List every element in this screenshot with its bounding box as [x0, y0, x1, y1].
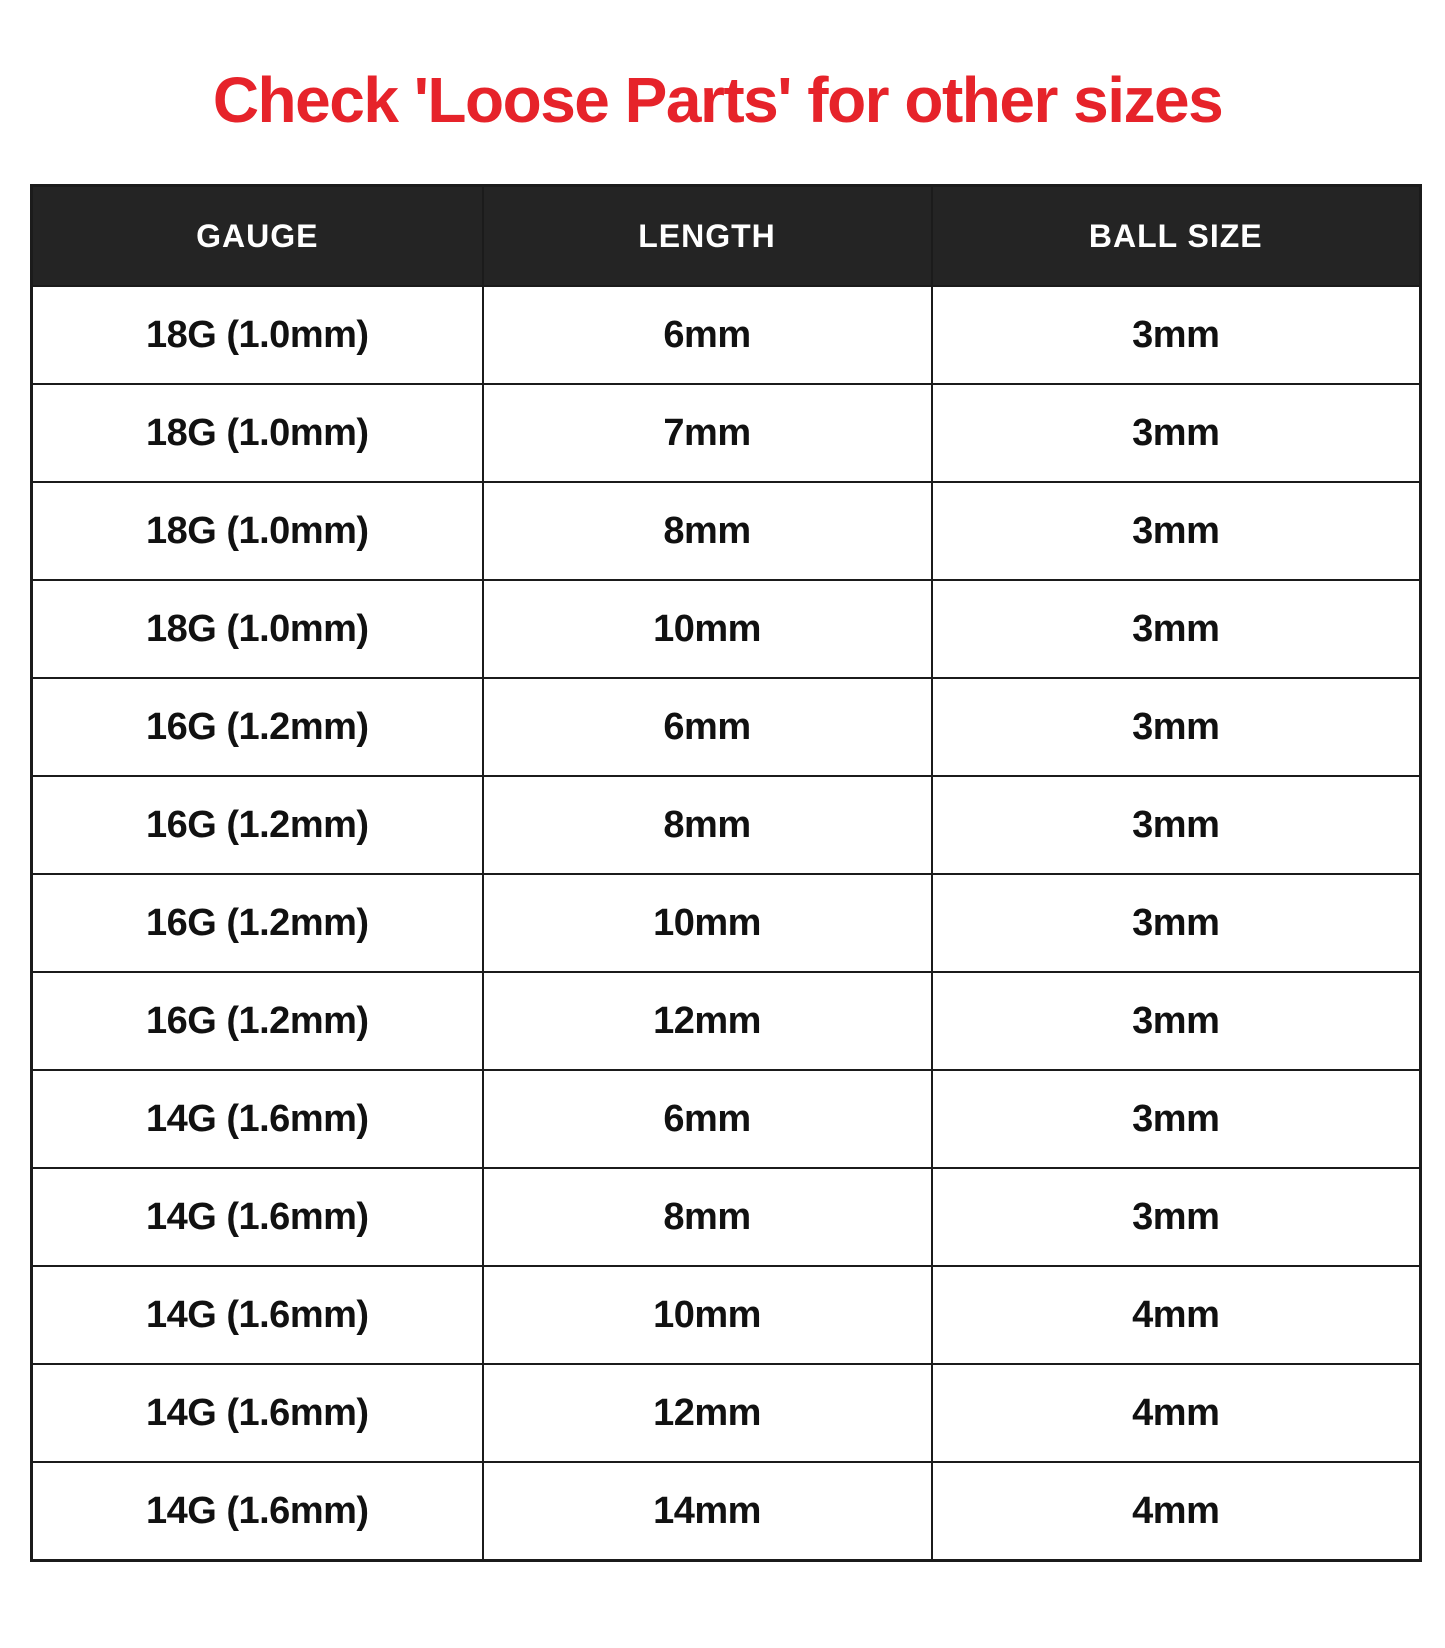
cell-ball-size: 3mm	[932, 776, 1421, 874]
cell-length: 10mm	[483, 580, 932, 678]
cell-ball-size: 3mm	[932, 874, 1421, 972]
table-row	[32, 972, 1421, 1070]
column-header-length: LENGTH	[483, 186, 932, 287]
cell-length: 6mm	[483, 678, 932, 776]
table-row	[32, 1070, 1421, 1168]
cell-gauge: 18G (1.0mm)	[32, 384, 483, 482]
table-row	[32, 384, 1421, 482]
cell-gauge: 18G (1.0mm)	[32, 482, 483, 580]
cell-ball-size: 4mm	[932, 1266, 1421, 1364]
cell-length: 12mm	[483, 1364, 932, 1462]
cell-ball-size: 4mm	[932, 1364, 1421, 1462]
table-row	[32, 1364, 1421, 1462]
cell-length: 6mm	[483, 286, 932, 384]
column-header-gauge: GAUGE	[32, 186, 483, 287]
cell-gauge: 14G (1.6mm)	[32, 1070, 483, 1168]
cell-ball-size: 4mm	[932, 1462, 1421, 1561]
cell-length: 8mm	[483, 482, 932, 580]
cell-gauge: 16G (1.2mm)	[32, 776, 483, 874]
cell-length: 7mm	[483, 384, 932, 482]
table-row	[32, 580, 1421, 678]
cell-ball-size: 3mm	[932, 678, 1421, 776]
cell-length: 8mm	[483, 1168, 932, 1266]
table-row	[32, 1266, 1421, 1364]
cell-length: 12mm	[483, 972, 932, 1070]
cell-gauge: 16G (1.2mm)	[32, 972, 483, 1070]
table-row	[32, 482, 1421, 580]
cell-length: 6mm	[483, 1070, 932, 1168]
table-row	[32, 776, 1421, 874]
cell-length: 10mm	[483, 1266, 932, 1364]
column-header-ball-size: BALL SIZE	[932, 186, 1421, 287]
size-table-header	[32, 186, 1421, 287]
cell-ball-size: 3mm	[932, 384, 1421, 482]
cell-ball-size: 3mm	[932, 1070, 1421, 1168]
cell-ball-size: 3mm	[932, 482, 1421, 580]
cell-gauge: 14G (1.6mm)	[32, 1462, 483, 1561]
table-row	[32, 678, 1421, 776]
cell-gauge: 16G (1.2mm)	[32, 874, 483, 972]
cell-gauge: 14G (1.6mm)	[32, 1364, 483, 1462]
size-table	[30, 184, 1422, 1562]
cell-gauge: 14G (1.6mm)	[32, 1168, 483, 1266]
table-row	[32, 874, 1421, 972]
cell-length: 10mm	[483, 874, 932, 972]
page-title: Check 'Loose Parts' for other sizes	[212, 64, 1223, 136]
cell-gauge: 18G (1.0mm)	[32, 286, 483, 384]
cell-gauge: 16G (1.2mm)	[32, 678, 483, 776]
table-row	[32, 1168, 1421, 1266]
cell-length: 8mm	[483, 776, 932, 874]
cell-ball-size: 3mm	[932, 1168, 1421, 1266]
cell-ball-size: 3mm	[932, 580, 1421, 678]
header-row	[32, 186, 1421, 287]
cell-ball-size: 3mm	[932, 972, 1421, 1070]
cell-gauge: 18G (1.0mm)	[32, 580, 483, 678]
table-body	[32, 286, 1421, 1561]
cell-length: 14mm	[483, 1462, 932, 1561]
cell-gauge: 14G (1.6mm)	[32, 1266, 483, 1364]
cell-ball-size: 3mm	[932, 286, 1421, 384]
table-row	[32, 1462, 1421, 1561]
table-row	[32, 286, 1421, 384]
